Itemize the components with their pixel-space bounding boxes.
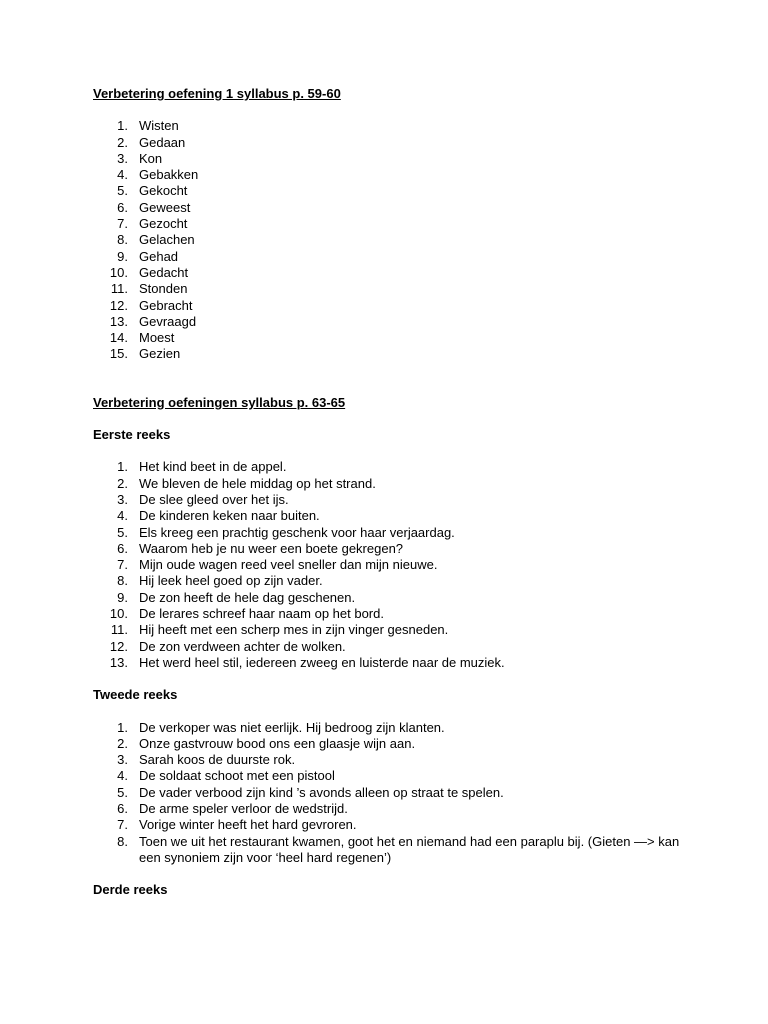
item-number: 1. bbox=[117, 459, 128, 475]
section1-title: Verbetering oefening 1 syllabus p. 59-60 bbox=[93, 86, 341, 101]
item-number: 5. bbox=[117, 784, 128, 800]
item-text: Hij leek heel goed op zijn vader. bbox=[139, 573, 323, 589]
list-item bbox=[93, 346, 693, 362]
item-text: Gekocht bbox=[139, 183, 188, 199]
item-number: 9. bbox=[117, 248, 128, 264]
list-item bbox=[93, 200, 693, 216]
list-item bbox=[93, 330, 693, 346]
item-text: De lerares schreef haar naam op het bord. bbox=[139, 606, 384, 622]
reeks1-title: Eerste reeks bbox=[93, 427, 171, 443]
item-text: Gevraagd bbox=[139, 313, 197, 329]
list-item bbox=[93, 232, 693, 248]
item-number: 1. bbox=[117, 118, 128, 134]
item-text: Geweest bbox=[139, 199, 191, 215]
item-number: 8. bbox=[117, 573, 128, 589]
item-number: 6. bbox=[117, 199, 128, 215]
list-item bbox=[93, 167, 693, 183]
item-text: Vorige winter heeft het hard gevroren. bbox=[139, 817, 357, 833]
item-text: Gezien bbox=[139, 346, 181, 362]
reeks1-answer-list bbox=[93, 459, 693, 671]
list-item bbox=[93, 606, 693, 622]
item-text: De vader verbood zijn kind ’s avonds alleen op straat te spelen. bbox=[139, 784, 504, 800]
spacer bbox=[93, 866, 693, 882]
item-text: We bleven de hele middag op het strand. bbox=[139, 475, 376, 491]
item-text: Gelachen bbox=[139, 232, 195, 248]
list-item bbox=[93, 151, 693, 167]
item-number: 2. bbox=[117, 735, 128, 751]
section2-title: Verbetering oefeningen syllabus p. 63-65 bbox=[93, 394, 346, 410]
spacer bbox=[93, 443, 693, 459]
item-text: De kinderen keken naar buiten. bbox=[139, 508, 320, 524]
list-item bbox=[93, 639, 693, 655]
item-text: De zon heeft de hele dag geschenen. bbox=[139, 589, 356, 605]
list-item bbox=[93, 216, 693, 232]
item-text: Gebakken bbox=[139, 167, 199, 183]
item-number: 9. bbox=[117, 589, 128, 605]
list-item bbox=[93, 135, 693, 151]
item-number: 8. bbox=[117, 232, 128, 248]
list-item bbox=[93, 801, 693, 817]
list-item bbox=[93, 817, 693, 833]
item-number: 12. bbox=[109, 638, 128, 654]
list-item bbox=[93, 118, 693, 134]
list-item bbox=[93, 622, 693, 638]
item-text: Sarah koos de duurste rok. bbox=[139, 752, 296, 768]
spacer bbox=[93, 671, 693, 687]
list-item bbox=[93, 459, 693, 475]
item-number: 3. bbox=[117, 491, 128, 507]
item-text: Wisten bbox=[139, 118, 179, 134]
item-number: 4. bbox=[117, 768, 128, 784]
list-item bbox=[93, 573, 693, 589]
item-text: De zon verdween achter de wolken. bbox=[139, 638, 346, 654]
item-text: De arme speler verloor de wedstrijd. bbox=[139, 800, 348, 816]
reeks3-title: Derde reeks bbox=[93, 882, 168, 898]
list-item bbox=[93, 476, 693, 492]
item-text: Het kind beet in de appel. bbox=[139, 459, 287, 475]
item-text: Els kreeg een prachtig geschenk voor haar verjaardag. bbox=[139, 524, 455, 540]
list-item bbox=[93, 752, 693, 768]
list-item bbox=[93, 590, 693, 606]
reeks2-answer-list bbox=[93, 720, 693, 867]
item-text: Gebracht bbox=[139, 297, 193, 313]
item-number: 12. bbox=[109, 297, 128, 313]
item-number: 7. bbox=[117, 557, 128, 573]
item-number: 13. bbox=[109, 654, 128, 670]
item-number: 6. bbox=[117, 800, 128, 816]
item-number: 2. bbox=[117, 475, 128, 491]
list-item bbox=[93, 492, 693, 508]
item-text: De verkoper was niet eerlijk. Hij bedroog zijn klanten. bbox=[139, 719, 445, 735]
item-text: Gedacht bbox=[139, 264, 189, 280]
spacer bbox=[93, 411, 693, 427]
item-number: 6. bbox=[117, 540, 128, 556]
spacer bbox=[93, 102, 693, 118]
item-text: Gedaan bbox=[139, 134, 186, 150]
item-text: Mijn oude wagen reed veel sneller dan mijn nieuwe. bbox=[139, 557, 438, 573]
spacer bbox=[93, 363, 693, 395]
list-item bbox=[93, 785, 693, 801]
section1-answer-list bbox=[93, 118, 693, 362]
list-item bbox=[93, 541, 693, 557]
item-text: Toen we uit het restaurant kwamen, goot het en niemand had een paraplu bij. (Gieten —> kan een synoniem zijn voor ‘heel hard regenen’) bbox=[139, 833, 680, 865]
item-text: Gezocht bbox=[139, 216, 188, 232]
list-item bbox=[93, 298, 693, 314]
list-item bbox=[93, 314, 693, 330]
item-number: 7. bbox=[117, 216, 128, 232]
list-item bbox=[93, 720, 693, 736]
item-number: 3. bbox=[117, 150, 128, 166]
item-number: 13. bbox=[109, 313, 128, 329]
list-item bbox=[93, 281, 693, 297]
list-item bbox=[93, 736, 693, 752]
list-item bbox=[93, 557, 693, 573]
item-number: 1. bbox=[117, 719, 128, 735]
list-item bbox=[93, 768, 693, 784]
item-number: 4. bbox=[117, 508, 128, 524]
item-text: De soldaat schoot met een pistool bbox=[139, 768, 335, 784]
item-text: Het werd heel stil, iedereen zweeg en luisterde naar de muziek. bbox=[139, 654, 505, 670]
item-number: 7. bbox=[117, 817, 128, 833]
item-number: 11. bbox=[110, 281, 128, 297]
item-text: Kon bbox=[139, 150, 163, 166]
item-number: 5. bbox=[117, 524, 128, 540]
item-number: 8. bbox=[117, 833, 128, 849]
list-item bbox=[93, 655, 693, 671]
item-text: Stonden bbox=[139, 281, 188, 297]
list-item bbox=[93, 249, 693, 265]
reeks2-title: Tweede reeks bbox=[93, 687, 178, 703]
document-page bbox=[93, 86, 693, 898]
item-text: Waarom heb je nu weer een boete gekregen? bbox=[139, 540, 404, 556]
item-number: 3. bbox=[117, 752, 128, 768]
item-text: Gehad bbox=[139, 248, 179, 264]
item-number: 5. bbox=[117, 183, 128, 199]
item-number: 10. bbox=[109, 264, 128, 280]
spacer bbox=[93, 704, 693, 720]
item-number: 15. bbox=[109, 346, 128, 362]
item-number: 11. bbox=[110, 622, 128, 638]
list-item bbox=[93, 525, 693, 541]
item-number: 4. bbox=[117, 167, 128, 183]
list-item bbox=[93, 183, 693, 199]
item-text: Moest bbox=[139, 330, 175, 346]
item-text: Onze gastvrouw bood ons een glaasje wijn aan. bbox=[139, 735, 416, 751]
item-number: 14. bbox=[109, 330, 128, 346]
item-number: 10. bbox=[109, 606, 128, 622]
item-number: 2. bbox=[117, 134, 128, 150]
item-text: Hij heeft met een scherp mes in zijn vinger gesneden. bbox=[139, 622, 449, 638]
list-item bbox=[93, 265, 693, 281]
list-item bbox=[93, 508, 693, 524]
item-text: De slee gleed over het ijs. bbox=[139, 491, 289, 507]
list-item bbox=[93, 834, 693, 867]
